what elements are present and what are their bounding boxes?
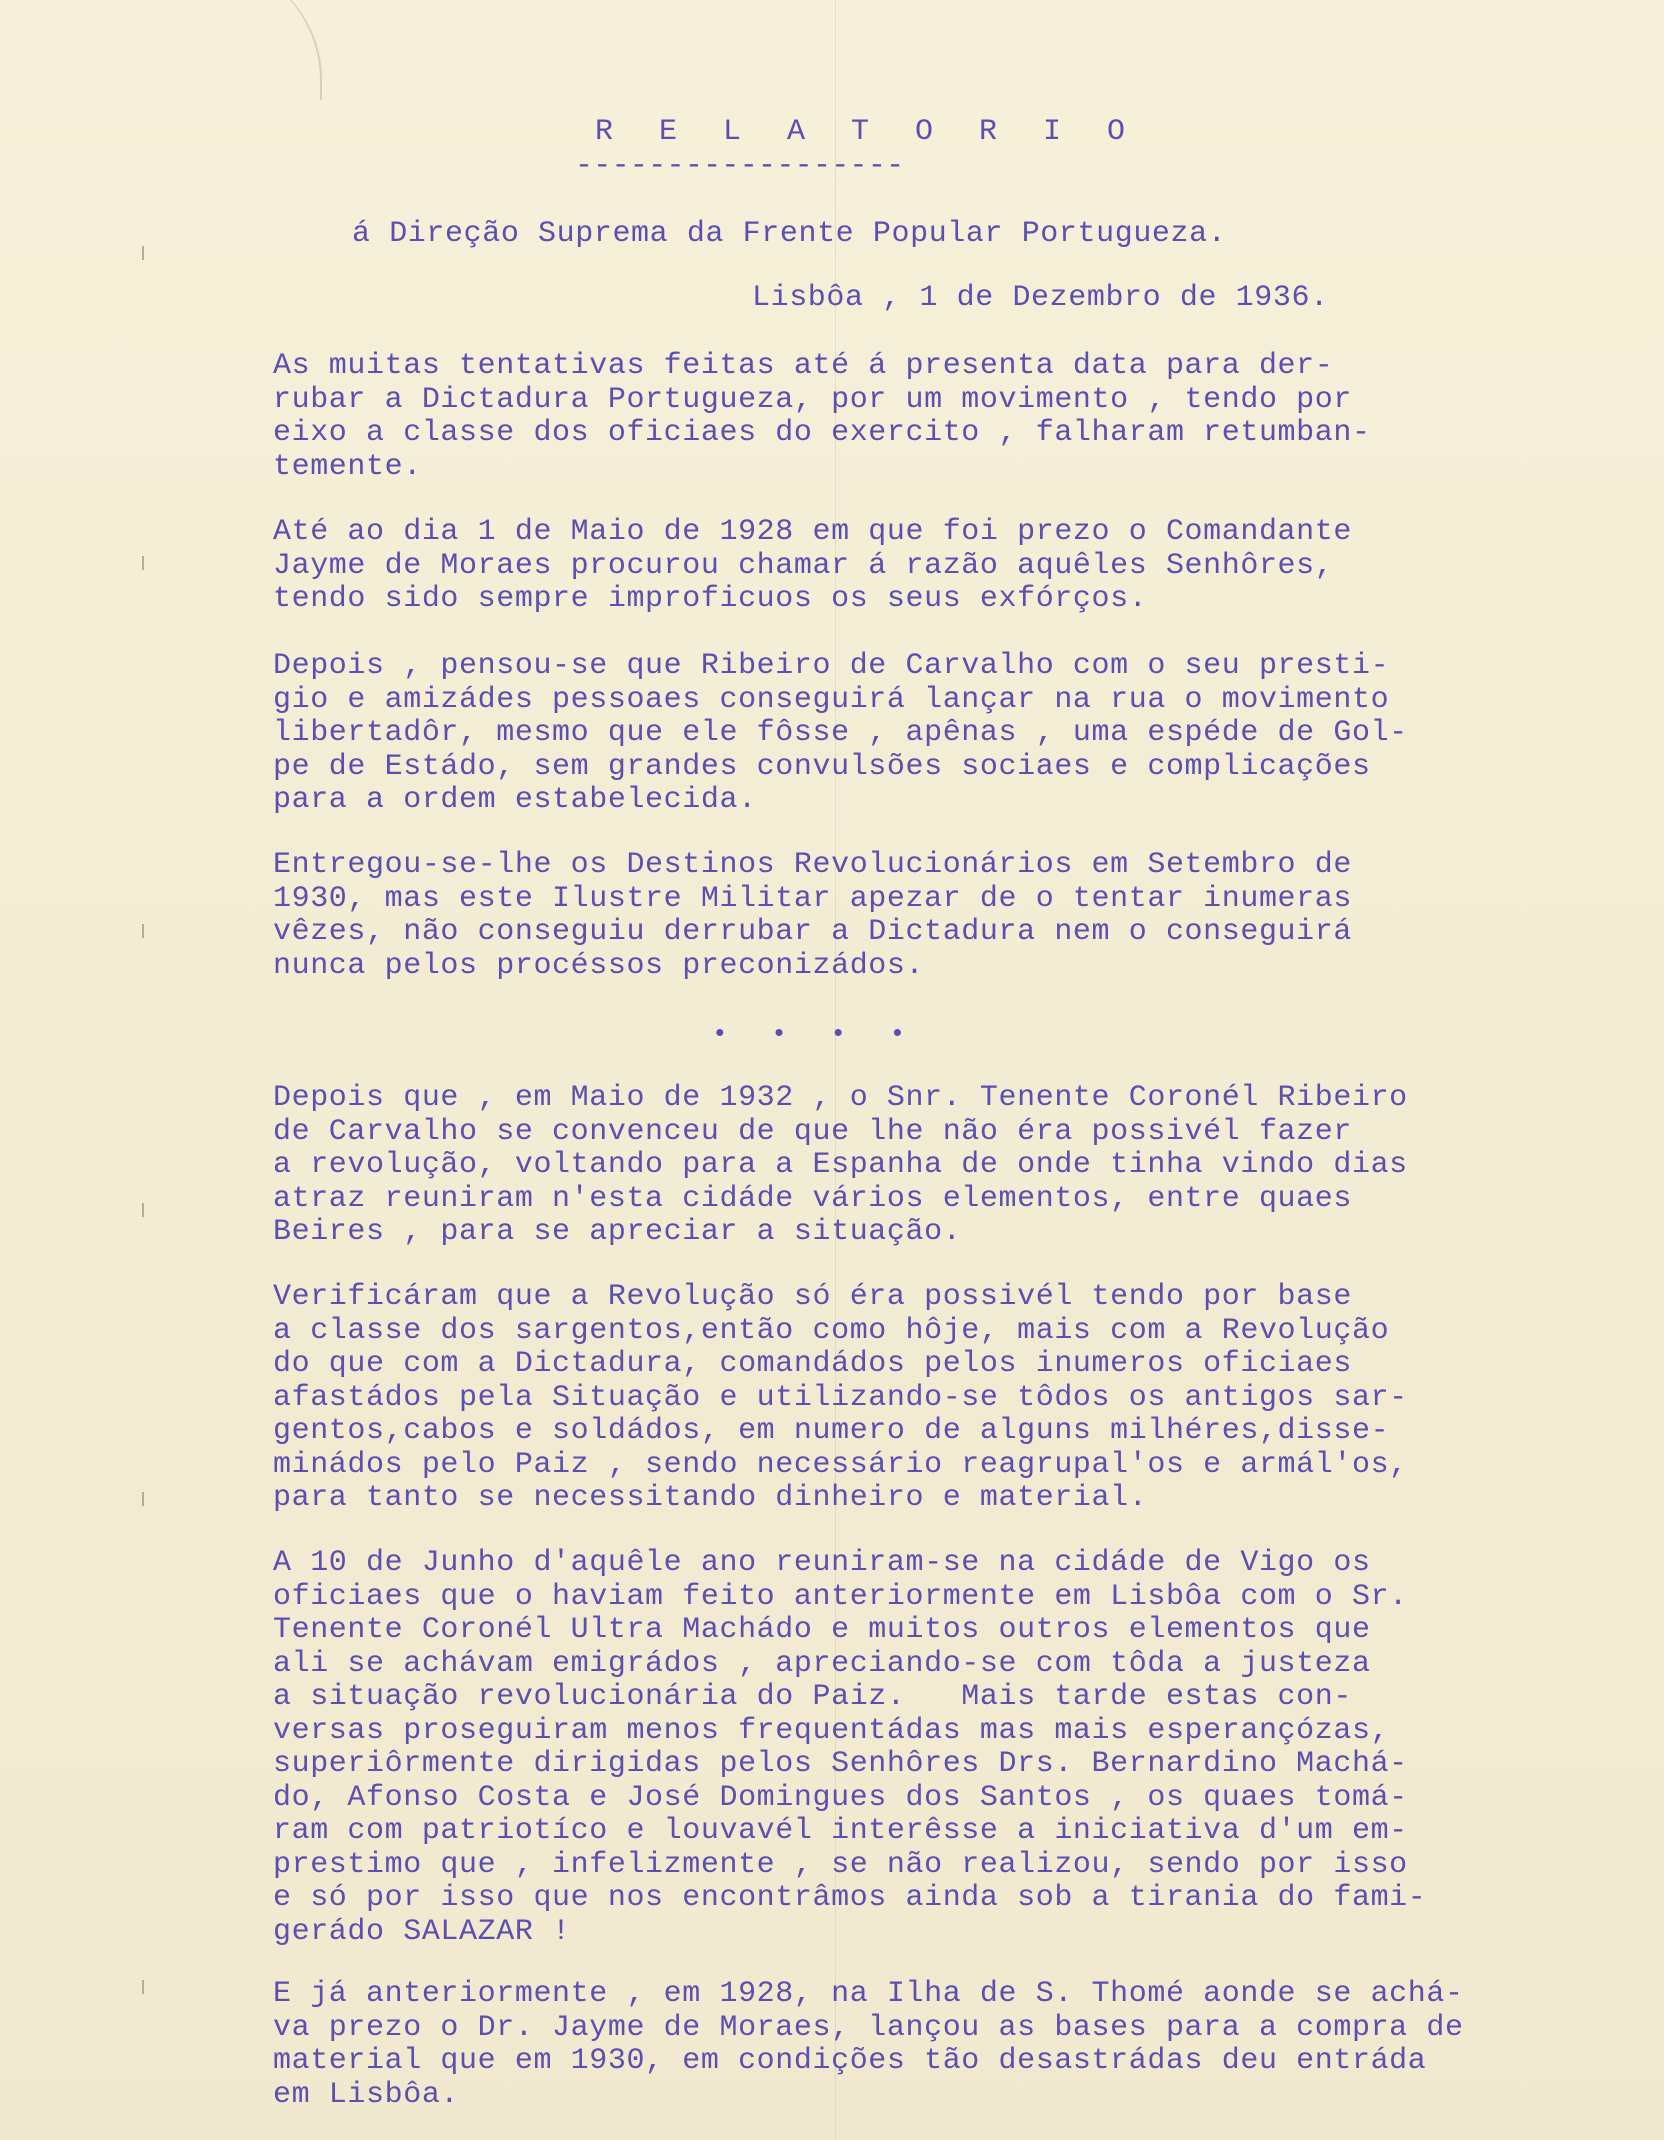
text-line: eixo a classe dos oficiaes do exercito , falharam retumban- [273,416,1371,450]
text-line: Verificáram que a Revolução só éra possivél tendo por base [273,1280,1352,1314]
text-line: gentos,cabos e soldádos, em numero de alguns milhéres,disse- [273,1414,1390,1448]
document-title: R E L A T O R I O [595,115,1140,149]
text-line: tendo sido sempre improficuos os seus exfórços. [273,582,1148,616]
text-line: atraz reuniram n'esta cidáde vários elementos, entre quaes [273,1181,1352,1216]
text-line: Tenente Coronél Ultra Machádo e muitos outros elementos que [273,1613,1371,1647]
text-line: A 10 de Junho d'aquêle ano reuniram-se na cidáde de Vigo os [273,1546,1371,1580]
text-line: superiôrmente dirigidas pelos Senhôres Drs. Bernardino Machá- [273,1747,1408,1781]
text-line: ali se achávam emigrádos , apreciando-se com tôda a justeza [273,1646,1371,1681]
text-line: rubar a Dictadura Portugueza, por um movimento , tendo por [273,382,1352,417]
text-line: material que em 1930, em condições tão desastrádas deu entráda [273,2044,1427,2078]
text-line: Até ao dia 1 de Maio de 1928 em que foi prezo o Comandante [273,515,1352,549]
text-line: do, Afonso Costa e José Domingues dos Santos , os quaes tomá- [273,1780,1408,1815]
paragraph-4 [273,849,1493,983]
text-line: vêzes, não conseguiu derrubar a Dictadura nem o conseguirá [273,915,1352,949]
text-line: Depois , pensou-se que Ribeiro de Carvalho com o seu presti- [273,649,1390,683]
date-line: Lisbôa , 1 de Dezembro de 1936. [752,281,1329,315]
text-line: afastádos pela Situação e utilizando-se tôdos os antigos sar- [273,1380,1408,1415]
section-ornament: • • • • [712,1019,920,1049]
text-line: gio e amizádes pessoaes conseguirá lançar na rua o movimento [273,682,1390,717]
text-line: Beires , para se apreciar a situação. [273,1215,962,1249]
text-line: de Carvalho se convenceu de que lhe não éra possivél fazer [273,1114,1352,1149]
text-line: As muitas tentativas feitas até á presenta data para der- [273,349,1334,383]
text-line: Entregou-se-lhe os Destinos Revolucionários em Setembro de [273,848,1352,882]
paragraph-5 [273,1082,1493,1250]
margin-mark [142,1980,144,1994]
paragraph-1 [273,350,1493,484]
text-line: a revolução, voltando para a Espanha de onde tinha vindo dias [273,1148,1408,1182]
text-line: temente. [273,449,422,484]
margin-mark [142,1492,144,1506]
paragraph-8 [273,1978,1493,2112]
text-line: a situação revolucionária do Paiz. Mais tarde estas con- [273,1680,1352,1714]
text-line: Depois que , em Maio de 1932 , o Snr. Tenente Coronél Ribeiro [273,1081,1408,1115]
text-line: gerádo SALAZAR ! [273,1914,571,1949]
text-line: libertadôr, mesmo que ele fôsse , apênas , uma espéde de Gol- [273,716,1408,750]
text-line: pe de Estádo, sem grandes convulsões sociaes e complicações [273,749,1371,784]
margin-mark [142,924,144,938]
paper-corner-crease [180,0,322,100]
text-line: nunca pelos procéssos preconizádos. [273,948,925,983]
text-line: a classe dos sargentos,então como hôje, mais com a Revolução [273,1313,1390,1348]
text-line: va prezo o Dr. Jayme de Moraes, lançou as bases para a compra de [273,2010,1464,2045]
text-line: E já anteriormente , em 1928, na Ilha de S. Thomé aonde se achá- [273,1977,1464,2011]
margin-mark [142,556,144,570]
text-line: em Lisbôa. [273,2077,460,2112]
text-line: do que com a Dictadura, comandádos pelos inumeros oficiaes [273,1347,1352,1381]
title-underline: ------------------ [575,149,905,183]
margin-mark [142,246,144,260]
margin-mark [142,1203,144,1217]
paragraph-6 [273,1281,1493,1516]
paragraph-7 [273,1547,1493,1949]
text-line: 1930, mas este Ilustre Militar apezar de o tentar inumeras [273,881,1352,916]
text-line: prestimo que , infelizmente , se não realizou, sendo por isso [273,1847,1408,1882]
text-line: versas proseguiram menos frequentádas mas mais esperançózas, [273,1713,1390,1748]
text-line: ram com patriotíco e louvavél interêsse a iniciativa d'um em- [273,1814,1408,1848]
paragraph-3 [273,650,1493,818]
text-line: oficiaes que o haviam feito anteriormente em Lisbôa com o Sr. [273,1579,1408,1614]
text-line: para a ordem estabelecida. [273,783,757,817]
text-line: e só por isso que nos encontrâmos ainda sob a tirania do fami- [273,1881,1427,1915]
addressee-line: á Direção Suprema da Frente Popular Portugueza. [352,217,1227,251]
text-line: para tanto se necessitando dinheiro e material. [273,1481,1148,1515]
paragraph-2 [273,516,1493,617]
text-line: minádos pelo Paiz , sendo necessário reagrupal'os e armál'os, [273,1447,1408,1482]
text-line: Jayme de Moraes procurou chamar á razão aquêles Senhôres, [273,548,1334,583]
